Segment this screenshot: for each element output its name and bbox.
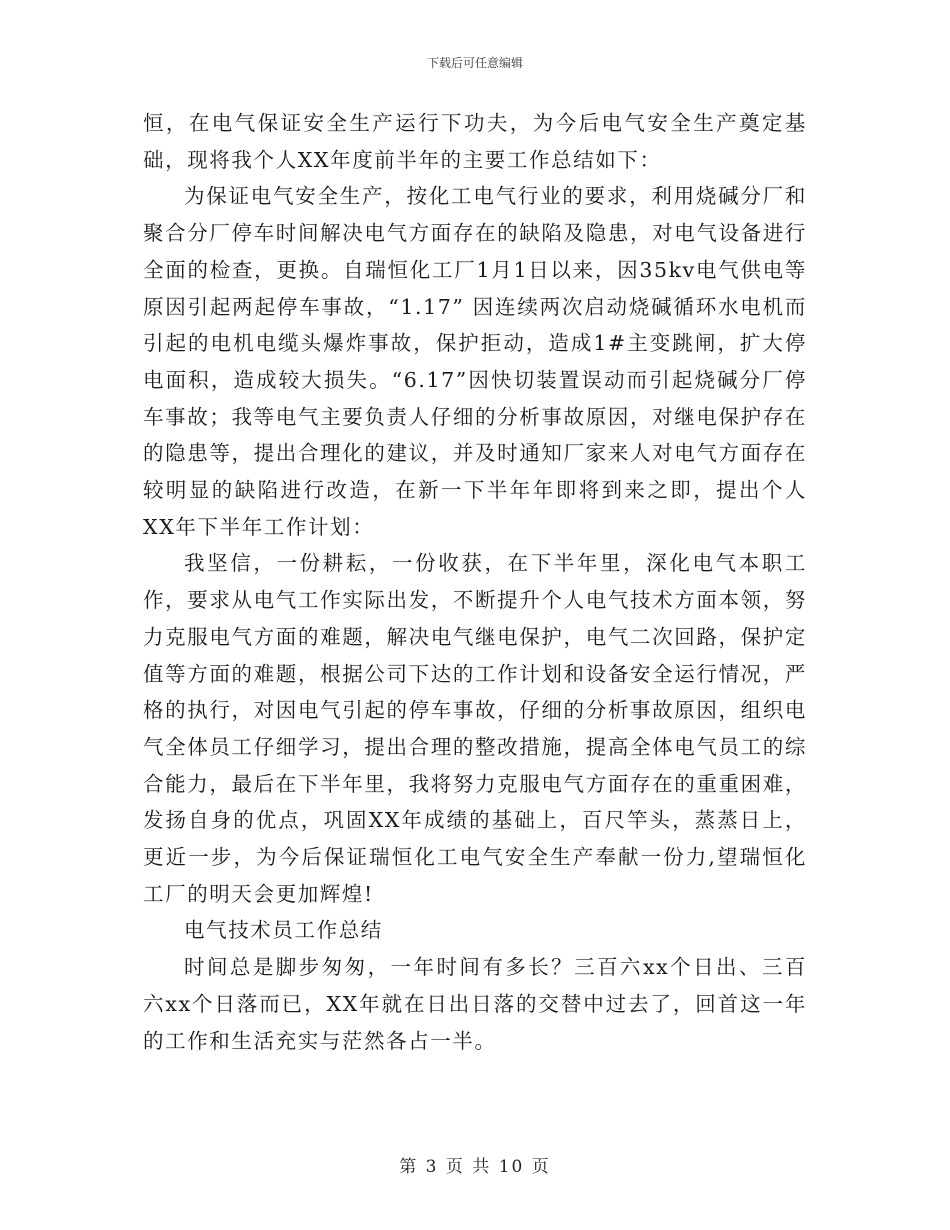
section-heading: 电气技术员工作总结 bbox=[184, 918, 383, 943]
paragraph-safety-work: 为保证电气安全生产，按化工电气行业的要求，利用烧碱分厂和聚合分厂停车时间解决电气方面存在的缺陷及隐患，对电气设备进行全面的检查，更换。自瑞恒化工厂1月1日以来，因35kv电气供电等原因引起两起停车事故，“1.17” 因连续两次启动烧碱循环水电机而引起的电机电缆头爆炸事故，保护拒动，造成1#主变跳闸，扩大停电面积，造成较大损失。“6.17”因快切装置误动而引起烧碱分厂停车事故；我等电气主要负责人仔细的分析事故原因，对继电保护存在的隐患等，提出合理化的建议，并及时通知厂家来人对电气方面存在较明显的缺陷进行改造，在新一下半年年即将到来之即，提出个人XX年下半年工作计划： bbox=[143, 184, 807, 539]
page-number: 第 3 页 共 10 页 bbox=[399, 1157, 551, 1177]
paragraph-continuation: 恒，在电气保证安全生产运行下功夫，为今后电气安全生产奠定基础，现将我个人XX年度前半年的主要工作总结如下： bbox=[143, 111, 807, 172]
document-body bbox=[143, 105, 807, 1059]
page-header: 下载后可任意编辑 bbox=[426, 56, 523, 70]
paragraph-second-half-plan: 我坚信，一份耕耘，一份收获，在下半年里，深化电气本职工作，要求从电气工作实际出发，不断提升个人电气技术方面本领，努力克服电气方面的难题，解决电气继电保护，电气二次回路，保护定值等方面的难题，根据公司下达的工作计划和设备安全运行情况，严格的执行，对因电气引起的停车事故，仔细的分析事故原因，组织电气全体员工仔细学习，提出合理的整改措施，提高全体电气员工的综合能力，最后在下半年里，我将努力克服电气方面存在的重重困难，发扬自身的优点，巩固XX年成绩的基础上，百尺竿头，蒸蒸日上，更近一步，为今后保证瑞恒化工电气安全生产奉献一份力,望瑞恒化工厂的明天会更加辉煌! bbox=[143, 551, 807, 906]
paragraph-year-review: 时间总是脚步匆匆，一年时间有多长？三百六xx个日出、三百六xx个日落而已，XX年就在日出日落的交替中过去了，回首这一年的工作和生活充实与茫然各占一半。 bbox=[143, 955, 807, 1053]
